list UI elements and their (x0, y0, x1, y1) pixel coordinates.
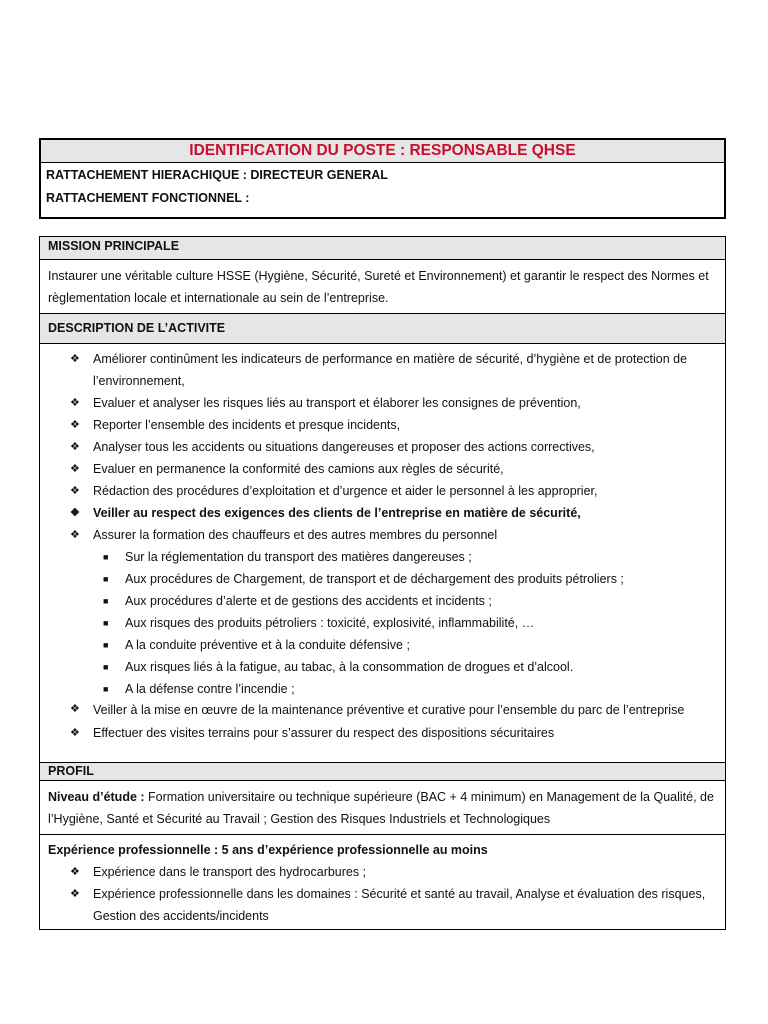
diamond-bullet-icon: ❖ (70, 397, 80, 409)
list-item: ■ Aux procédures d’alerte et de gestions des accidents et incidents ; (40, 590, 725, 612)
list-item: ■ Aux risques des produits pétroliers : toxicité, explosivité, inflammabilité, … (40, 612, 725, 634)
formation-sublist (40, 546, 725, 700)
list-item: ❖ Expérience professionnelle dans les domaines : Sécurité et santé au travail, Analyse et évaluation des risques, Gestion des accidents/incidents (40, 883, 725, 927)
square-bullet-icon: ■ (103, 596, 109, 606)
job-description-box (39, 236, 726, 930)
activite-section (40, 348, 725, 744)
rattachement-hierarchique: RATTACHEMENT HIERACHIQUE : DIRECTEUR GENERAL (46, 168, 388, 182)
list-item: ❖ Effectuer des visites terrains pour s’assurer du respect des dispositions sécuritaires (40, 722, 725, 744)
activite-heading: DESCRIPTION DE L’ACTIVITE (40, 313, 725, 344)
diamond-bullet-icon: ❖ (70, 866, 80, 878)
square-bullet-icon: ■ (103, 618, 109, 628)
square-bullet-icon: ■ (103, 662, 109, 672)
diamond-bullet-icon: ❖ (70, 529, 80, 541)
niveau-text: Formation universitaire ou technique supérieure (BAC + 4 minimum) en Management de la Qualité, de l’Hygiène, Santé et Sécurité au Travail ; Gestion des Risques Industriels et Technologiques (48, 790, 714, 826)
square-bullet-icon: ■ (103, 574, 109, 584)
list-item: ■ Aux procédures de Chargement, de transport et de déchargement des produits pétroliers ; (40, 568, 725, 590)
square-bullet-icon: ■ (103, 640, 109, 650)
list-item: ❖ Veiller à la mise en œuvre de la maintenance préventive et curative pour l’ensemble du parc de l’entreprise (70, 703, 685, 717)
mission-section (40, 260, 725, 309)
identification-box (39, 138, 726, 219)
list-item: ■ Aux risques liés à la fatigue, au tabac, à la consommation de drogues et d’alcool. (40, 656, 725, 678)
square-bullet-icon: ■ (103, 552, 109, 562)
list-item: ❖ Evaluer en permanence la conformité des camions aux règles de sécurité, (40, 458, 725, 480)
list-item: ❖ Assurer la formation des chauffeurs et des autres membres du personnel (40, 524, 725, 546)
list-item: ❖ Analyser tous les accidents ou situations dangereuses et proposer des actions correctives, (40, 436, 725, 458)
activite-list (40, 348, 725, 546)
list-item: ■ A la conduite préventive et à la conduite défensive ; (40, 634, 725, 656)
diamond-bullet-icon: ❖ (70, 507, 80, 519)
diamond-bullet-icon: ❖ (70, 353, 80, 365)
profil-heading: PROFIL (40, 762, 725, 781)
list-item: ❖ Expérience dans le transport des hydrocarbures ; (40, 861, 725, 883)
mission-heading: MISSION PRINCIPALE (40, 237, 725, 260)
diamond-bullet-icon: ❖ (70, 727, 80, 739)
page-title: IDENTIFICATION DU POSTE : RESPONSABLE QHSE (41, 140, 724, 163)
list-item: ❖ Evaluer et analyser les risques liés au transport et élaborer les consignes de prévention, (40, 392, 725, 414)
list-item: ❖ Veiller au respect des exigences des clients de l’entreprise en matière de sécurité, (40, 502, 725, 524)
diamond-bullet-icon: ❖ (70, 463, 80, 475)
experience-list (40, 861, 725, 927)
profil-section (40, 786, 725, 830)
niveau-label: Niveau d’étude : (48, 790, 145, 804)
list-item: ❖ Améliorer continûment les indicateurs de performance en matière de sécurité, d’hygiène et de protection de l’environnement, (40, 348, 725, 392)
diamond-bullet-icon: ❖ (70, 888, 80, 900)
list-item: ❖ Rédaction des procédures d’exploitation et d’urgence et aider le personnel à les approprier, (40, 480, 725, 502)
diamond-bullet-icon: ❖ (70, 419, 80, 431)
experience-section (40, 834, 725, 927)
profil-text (40, 786, 725, 830)
activite-list-continued (40, 700, 725, 744)
rattachement-fonctionnel: RATTACHEMENT FONCTIONNEL : (46, 191, 250, 205)
list-item: ■ Sur la réglementation du transport des matières dangereuses ; (40, 546, 725, 568)
diamond-bullet-icon: ❖ (70, 703, 80, 715)
square-bullet-icon: ■ (103, 684, 109, 694)
list-item: ■ A la défense contre l’incendie ; (40, 678, 725, 700)
experience-heading: Expérience professionnelle : 5 ans d’expérience professionnelle au moins (48, 843, 488, 857)
diamond-bullet-icon: ❖ (70, 485, 80, 497)
diamond-bullet-icon: ❖ (70, 441, 80, 453)
list-item: ❖ Reporter l’ensemble des incidents et presque incidents, (40, 414, 725, 436)
mission-text: Instaurer une véritable culture HSSE (Hygiène, Sécurité, Sureté et Environnement) et garantir le respect des Normes et règlementation locale et internationale au sein de l’entreprise. (48, 269, 709, 305)
